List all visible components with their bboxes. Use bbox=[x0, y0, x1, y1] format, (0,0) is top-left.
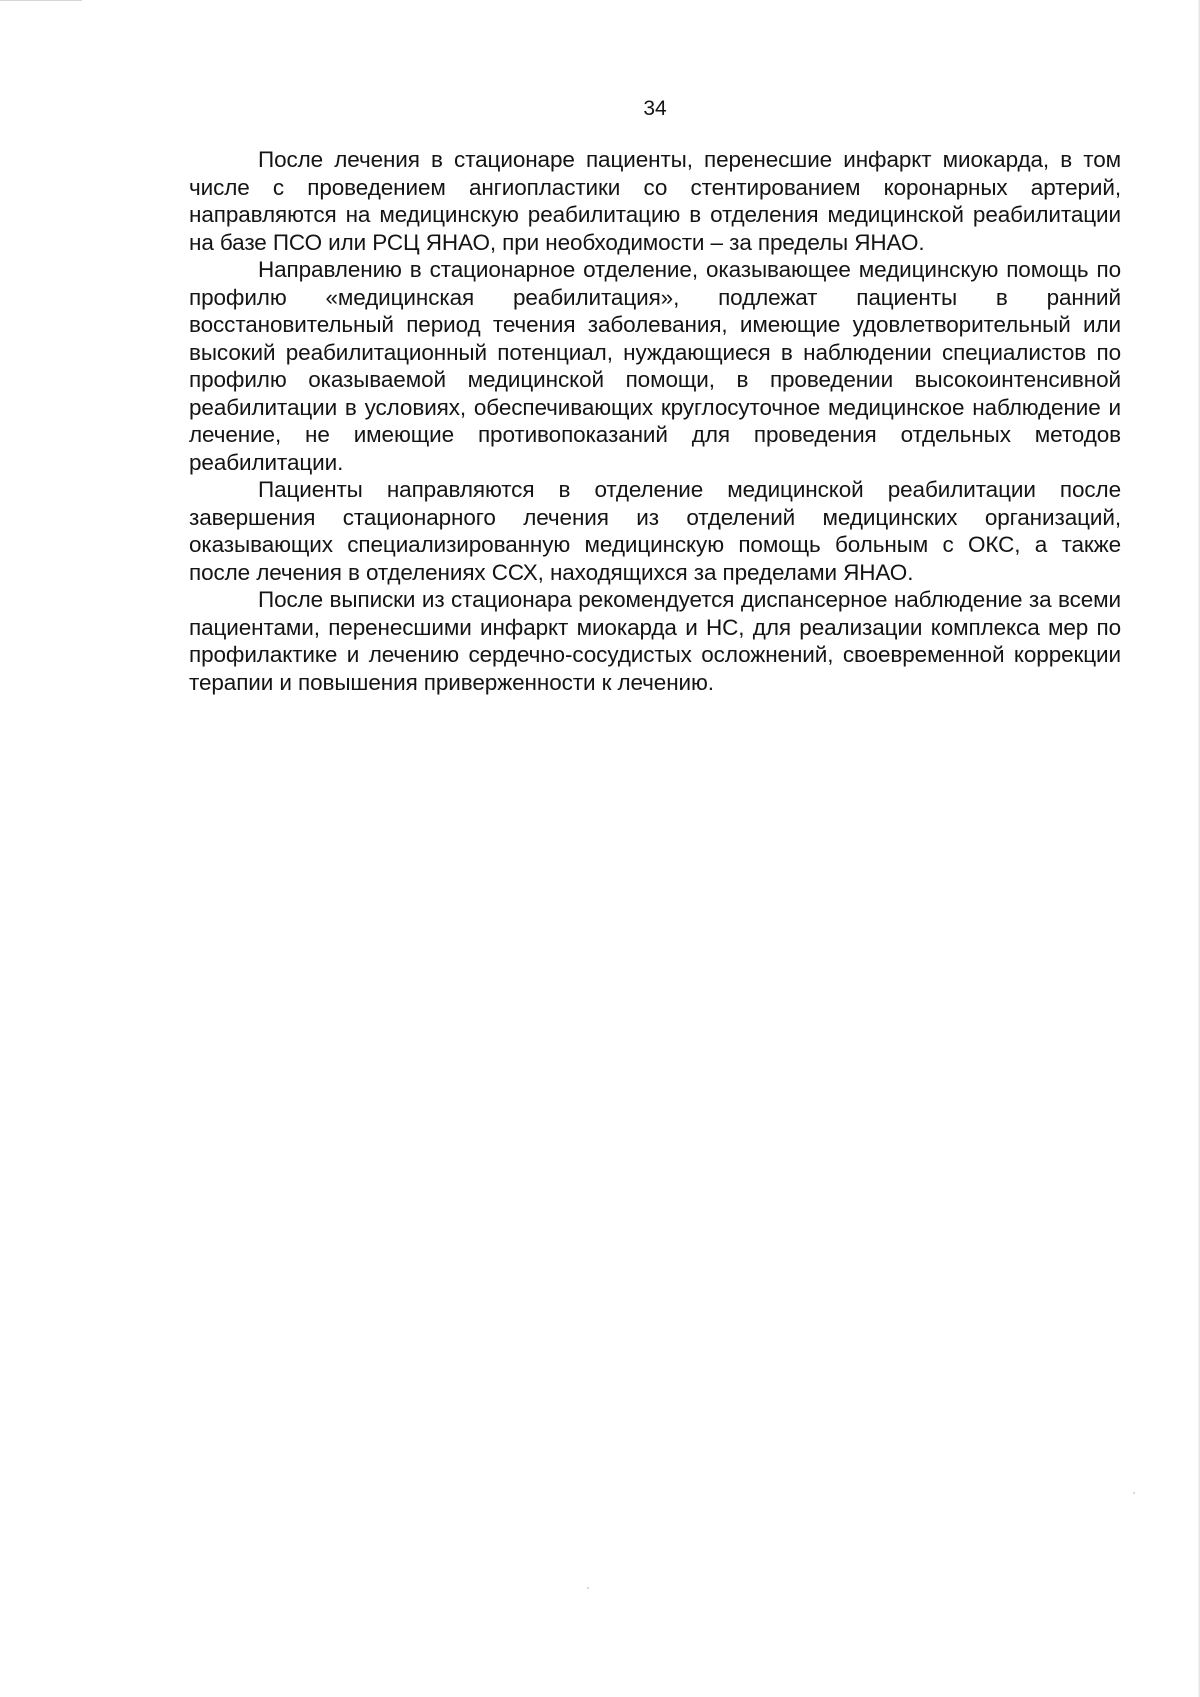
scan-edge-top bbox=[0, 0, 82, 1]
document-body bbox=[189, 146, 1121, 696]
paragraph-referral-after-treatment: Пациенты направляются в отделение медицинской реабилитации после завершения стационарного лечения из отделений медицинских организаций, оказывающих специализированную медицинскую помощь больным с ОКС, а также после лечения в отделениях ССХ, находящихся за пределами ЯНАО. bbox=[189, 477, 1121, 585]
scan-speck bbox=[587, 1587, 589, 1589]
page-number: 34 bbox=[643, 97, 667, 120]
scan-speck bbox=[1133, 1492, 1135, 1494]
paragraph-inpatient-referral-criteria: Направлению в стационарное отделение, оказывающее медицинскую помощь по профилю «медицинская реабилитация», подлежат пациенты в ранний восстановительный период течения заболевания, имеющие удовлетворительный или высокий реабилитационный потенциал, нуждающиеся в наблюдении специалистов по профилю оказываемой медицинской помощи, в проведении высокоинтенсивной реабилитации в условиях, обеспечивающих круглосуточное медицинское наблюдение и лечение, не имеющие противопоказаний для проведения отдельных методов реабилитации. bbox=[189, 257, 1121, 475]
paragraph-rehabilitation-after-mi: После лечения в стационаре пациенты, перенесшие инфаркт миокарда, в том числе с проведением ангиопластики со стентированием коронарных артерий, направляются на медицинскую реабилитацию в отделения медицинской реабилитации на базе ПСО или РСЦ ЯНАО, при необходимости – за пределы ЯНАО. bbox=[189, 147, 1121, 255]
paragraph-dispensary-observation: После выписки из стационара рекомендуется диспансерное наблюдение за всеми пациентами, перенесшими инфаркт миокарда и НС, для реализации комплекса мер по профилактике и лечению сердечно-сосудистых осложнений, своевременной коррекции терапии и повышения приверженности к лечению. bbox=[189, 587, 1121, 695]
